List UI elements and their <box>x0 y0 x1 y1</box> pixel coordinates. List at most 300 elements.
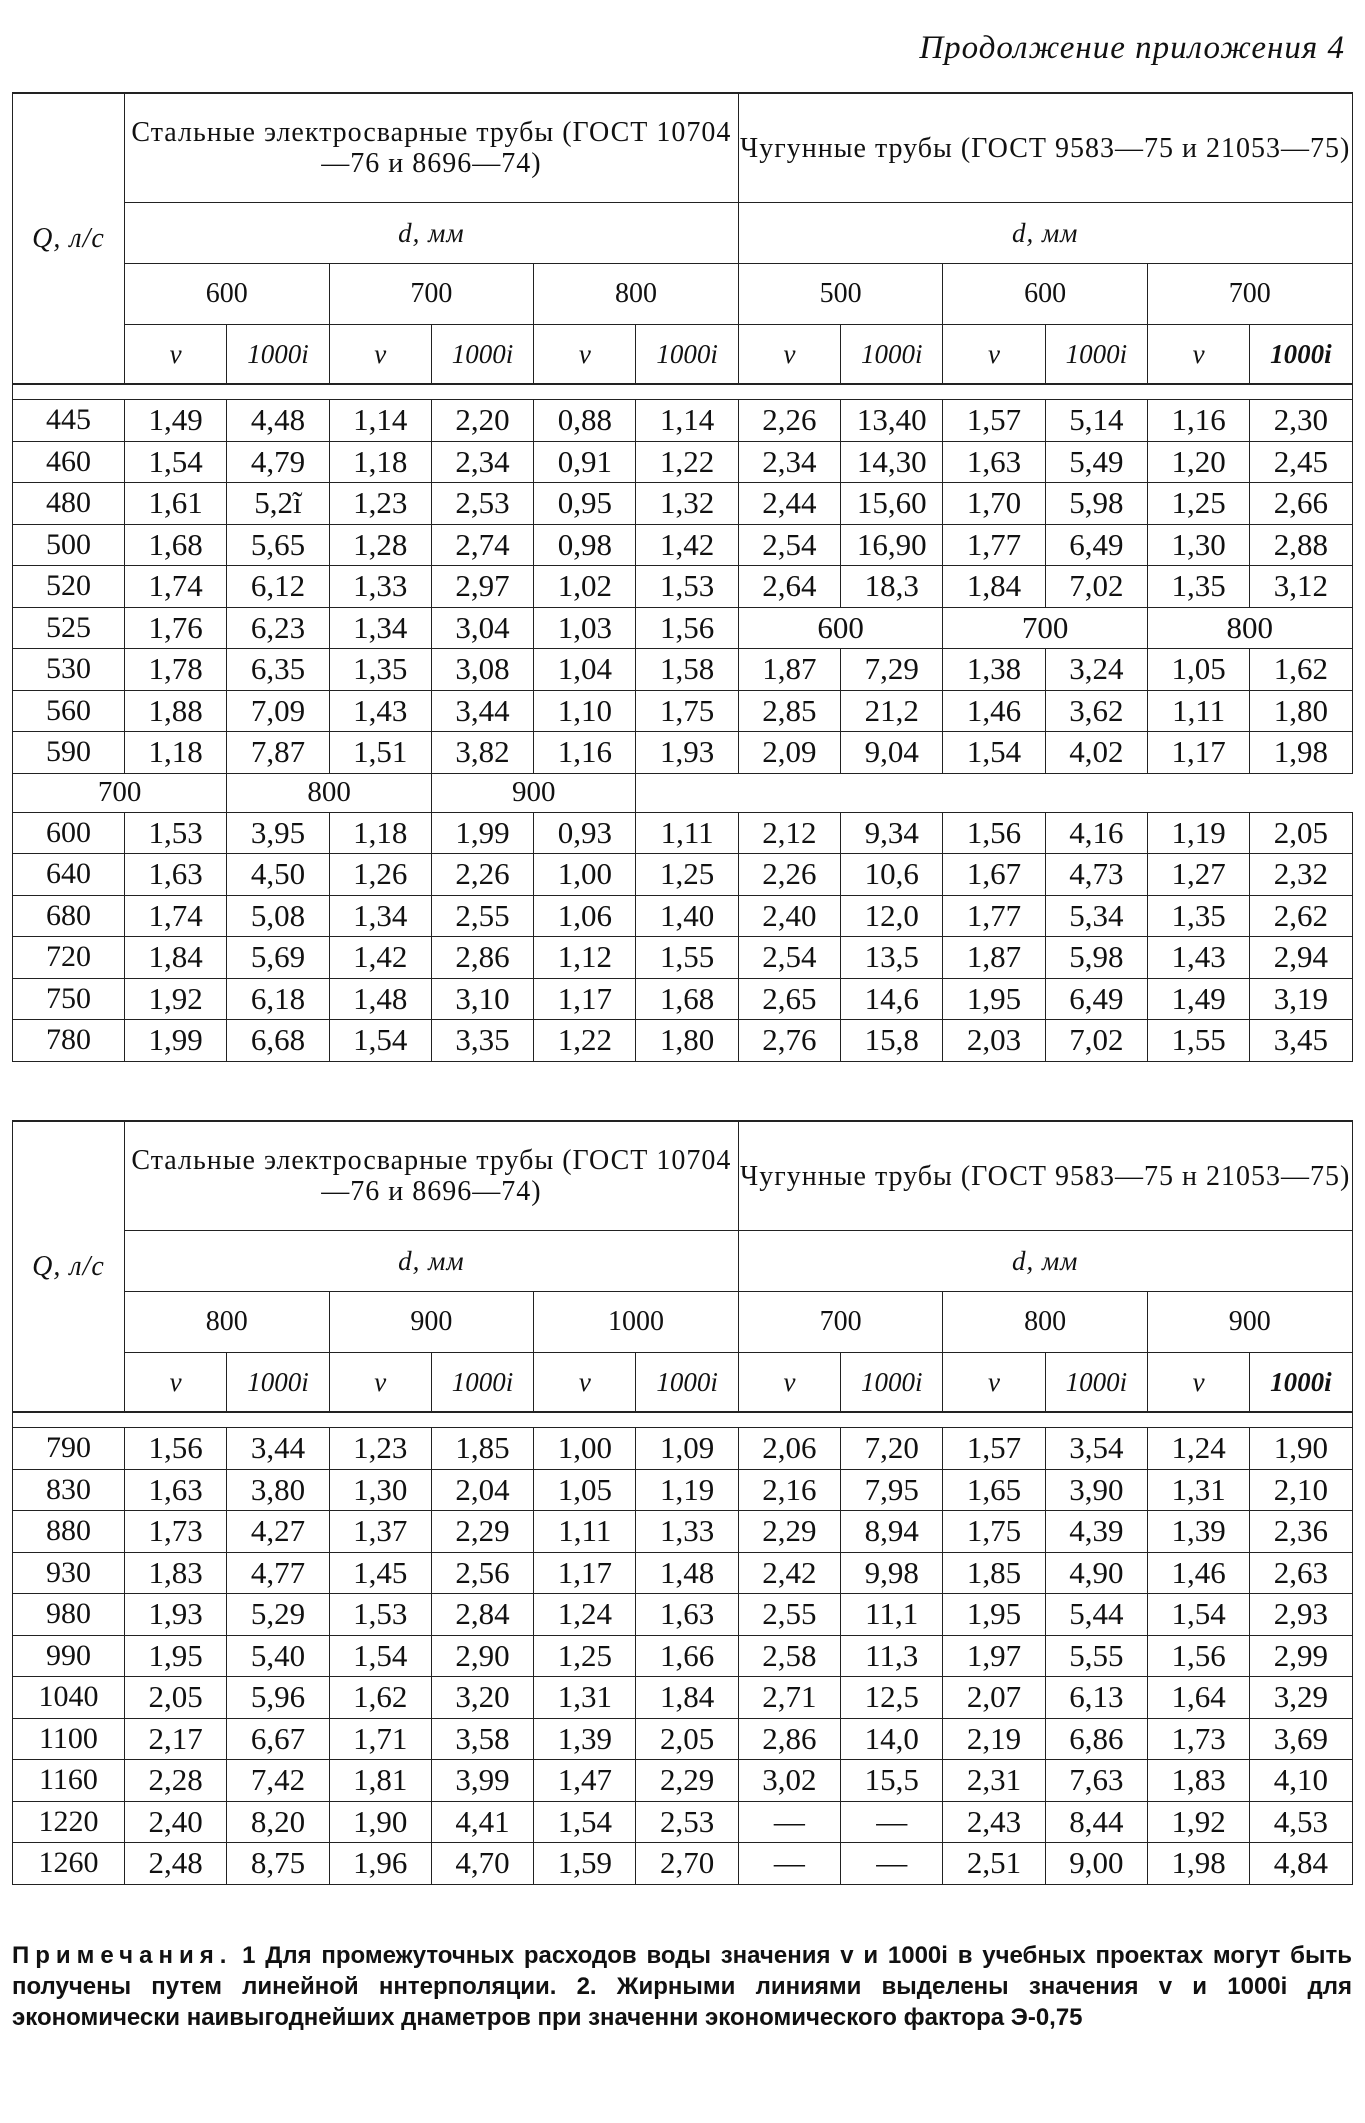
col-v-header: v <box>534 1353 636 1413</box>
table-cell: 1,54 <box>329 1635 431 1677</box>
table-cell: 1,37 <box>329 1511 431 1553</box>
sub-diameter: 700 <box>943 607 1148 649</box>
table-cell: 0,93 <box>534 812 636 854</box>
table-row <box>13 978 1353 1020</box>
flow-value: 780 <box>13 1020 125 1062</box>
col-1000i-header: 1000i <box>841 325 943 385</box>
table-cell: 1,35 <box>1147 895 1249 937</box>
table-cell: 2,05 <box>636 1718 738 1760</box>
table-cell: — <box>841 1843 943 1885</box>
table-cell: 2,26 <box>738 854 840 896</box>
col-v-header: v <box>125 325 227 385</box>
table-cell: 4,53 <box>1250 1801 1352 1843</box>
table-cell: 4,39 <box>1045 1511 1147 1553</box>
table-cell: 1,95 <box>943 1594 1045 1636</box>
table-cell: 1,42 <box>636 524 738 566</box>
table-cell: 1,09 <box>636 1428 738 1470</box>
table-cell: 1,48 <box>636 1552 738 1594</box>
col-1000i-header: 1000i <box>1250 1353 1352 1413</box>
table-cell: 2,43 <box>943 1801 1045 1843</box>
table-cell: 2,16 <box>738 1469 840 1511</box>
table-cell: 1,99 <box>431 812 533 854</box>
table-cell: 2,93 <box>1250 1594 1352 1636</box>
table-cell: 3,12 <box>1250 566 1352 608</box>
col-v-header: v <box>125 1353 227 1413</box>
table-cell: 7,09 <box>227 690 329 732</box>
data-table <box>12 1120 1353 1885</box>
table-cell: 1,57 <box>943 1428 1045 1470</box>
flow-value: 445 <box>13 400 125 442</box>
table-cell: 2,29 <box>738 1511 840 1553</box>
table-cell: 1,27 <box>1147 854 1249 896</box>
table-cell: 2,09 <box>738 732 840 774</box>
table-cell: 2,30 <box>1250 400 1352 442</box>
table-cell: 2,86 <box>738 1718 840 1760</box>
flow-value: 1040 <box>13 1677 125 1719</box>
q-header: Q, л/с <box>13 1121 125 1412</box>
table-cell: 2,26 <box>738 400 840 442</box>
col-1000i-header: 1000i <box>1045 325 1147 385</box>
flow-value: 640 <box>13 854 125 896</box>
table-row <box>13 1635 1353 1677</box>
table-cell: 11,3 <box>841 1635 943 1677</box>
table-cell: 14,30 <box>841 441 943 483</box>
table-cell: 1,12 <box>534 937 636 979</box>
table-cell: 1,20 <box>1147 441 1249 483</box>
col-1000i-header: 1000i <box>1045 1353 1147 1413</box>
table-cell: 2,29 <box>636 1760 738 1802</box>
table-cell: 7,42 <box>227 1760 329 1802</box>
table-cell: 2,17 <box>125 1718 227 1760</box>
table-cell: 1,40 <box>636 895 738 937</box>
table-cell: 1,38 <box>943 649 1045 691</box>
table-row <box>13 1020 1353 1062</box>
table-cell: 7,63 <box>1045 1760 1147 1802</box>
table-cell: 6,12 <box>227 566 329 608</box>
table-cell: 1,49 <box>125 400 227 442</box>
table-cell: 1,87 <box>738 649 840 691</box>
table-cell: 1,78 <box>125 649 227 691</box>
table-cell: 3,58 <box>431 1718 533 1760</box>
table-row <box>13 937 1353 979</box>
table-cell: 5,2ĩ <box>227 483 329 525</box>
diameter-value: 500 <box>738 264 943 325</box>
col-v-header: v <box>534 325 636 385</box>
table-cell: 1,73 <box>1147 1718 1249 1760</box>
table-cell: 1,42 <box>329 937 431 979</box>
flow-value: 880 <box>13 1511 125 1553</box>
table-cell: 1,70 <box>943 483 1045 525</box>
table-cell: 2,85 <box>738 690 840 732</box>
table-cell: 6,49 <box>1045 978 1147 1020</box>
flow-value: 590 <box>13 732 125 774</box>
table-cell: 1,55 <box>636 937 738 979</box>
diameter-value: 800 <box>125 1292 330 1353</box>
table-cell: 1,51 <box>329 732 431 774</box>
table-cell: 2,55 <box>431 895 533 937</box>
group-title: Чугунные трубы (ГОСТ 9583—75 н 21053—75) <box>738 1121 1352 1231</box>
table-cell: 2,54 <box>738 937 840 979</box>
table-cell: 1,22 <box>534 1020 636 1062</box>
table-cell: 1,18 <box>125 732 227 774</box>
table-cell: 1,33 <box>329 566 431 608</box>
table-cell: 0,95 <box>534 483 636 525</box>
table-row <box>13 607 1353 649</box>
table-cell: 5,98 <box>1045 937 1147 979</box>
table-cell: 1,25 <box>636 854 738 896</box>
table-cell: 4,50 <box>227 854 329 896</box>
table-cell: 2,74 <box>431 524 533 566</box>
table-cell: 1,46 <box>943 690 1045 732</box>
table-cell: 4,79 <box>227 441 329 483</box>
table-cell: 12,5 <box>841 1677 943 1719</box>
sub-diameter: 600 <box>738 607 943 649</box>
diameter-value: 800 <box>534 264 739 325</box>
table-cell: 2,03 <box>943 1020 1045 1062</box>
table-cell: 1,54 <box>1147 1594 1249 1636</box>
table-cell: 3,44 <box>227 1428 329 1470</box>
table-cell: 1,59 <box>534 1843 636 1885</box>
table-cell: 3,62 <box>1045 690 1147 732</box>
table-cell: 1,97 <box>943 1635 1045 1677</box>
table-cell: 1,65 <box>943 1469 1045 1511</box>
table-cell: 1,95 <box>943 978 1045 1020</box>
table-cell: 1,05 <box>1147 649 1249 691</box>
table-cell: 3,24 <box>1045 649 1147 691</box>
table-cell: 2,48 <box>125 1843 227 1885</box>
table-cell: 2,45 <box>1250 441 1352 483</box>
table-cell: 1,39 <box>534 1718 636 1760</box>
table-cell: 5,69 <box>227 937 329 979</box>
table-cell: 1,02 <box>534 566 636 608</box>
table-row <box>13 1760 1353 1802</box>
table-cell: 1,55 <box>1147 1020 1249 1062</box>
table-cell: 2,05 <box>125 1677 227 1719</box>
table-cell: 1,33 <box>636 1511 738 1553</box>
table-row <box>13 483 1353 525</box>
table-cell: 13,5 <box>841 937 943 979</box>
table-cell: 1,62 <box>1250 649 1352 691</box>
table-cell: 1,30 <box>1147 524 1249 566</box>
table-cell: 1,23 <box>329 483 431 525</box>
table-cell: 1,34 <box>329 895 431 937</box>
table-cell: 2,40 <box>738 895 840 937</box>
table-cell: 1,04 <box>534 649 636 691</box>
table-cell: 10,6 <box>841 854 943 896</box>
table-cell: 1,53 <box>125 812 227 854</box>
sub-diameter: 700 <box>13 773 227 812</box>
table-cell: 1,71 <box>329 1718 431 1760</box>
table-cell: 1,80 <box>636 1020 738 1062</box>
col-1000i-header: 1000i <box>636 325 738 385</box>
table-cell: 1,90 <box>329 1801 431 1843</box>
notes-text: 1 Для промежуточных расходов воды значения v и 1000i в учебных проектах могут быть получены путем линейной ннтерполяции. 2. Жирными линиями выделены значения v и 1000i для экономически наивыгоднейших днаметров при значенни экономического фактора Э-0,75 <box>12 1942 1352 2031</box>
table-cell: 1,19 <box>1147 812 1249 854</box>
pipe-table-2 <box>12 1120 1352 1885</box>
table-cell: 1,67 <box>943 854 1045 896</box>
table-cell: 1,49 <box>1147 978 1249 1020</box>
table-cell: 0,88 <box>534 400 636 442</box>
table-cell: 8,75 <box>227 1843 329 1885</box>
col-v-header: v <box>1147 1353 1249 1413</box>
table-cell: 18,3 <box>841 566 943 608</box>
col-1000i-header: 1000i <box>227 325 329 385</box>
table-cell: 2,06 <box>738 1428 840 1470</box>
table-cell: 1,39 <box>1147 1511 1249 1553</box>
table-row <box>13 1801 1353 1843</box>
table-cell: 1,31 <box>534 1677 636 1719</box>
col-1000i-header: 1000i <box>431 1353 533 1413</box>
table-cell: 2,44 <box>738 483 840 525</box>
table-cell: 2,58 <box>738 1635 840 1677</box>
table-cell: 2,94 <box>1250 937 1352 979</box>
table-cell: 1,17 <box>534 978 636 1020</box>
table-cell: 2,05 <box>1250 812 1352 854</box>
table-row <box>13 1718 1353 1760</box>
table-row <box>13 812 1353 854</box>
table-row <box>13 441 1353 483</box>
table-cell: 1,85 <box>431 1428 533 1470</box>
table-cell: 1,63 <box>125 1469 227 1511</box>
col-1000i-header: 1000i <box>636 1353 738 1413</box>
table-cell: 5,44 <box>1045 1594 1147 1636</box>
table-cell: 5,65 <box>227 524 329 566</box>
table-cell: 3,82 <box>431 732 533 774</box>
table-cell: 7,29 <box>841 649 943 691</box>
flow-value: 480 <box>13 483 125 525</box>
table-cell: — <box>738 1843 840 1885</box>
table-cell: 9,34 <box>841 812 943 854</box>
table-cell: 2,63 <box>1250 1552 1352 1594</box>
table-cell: 6,67 <box>227 1718 329 1760</box>
diameter-value: 700 <box>738 1292 943 1353</box>
table-cell: 1,06 <box>534 895 636 937</box>
col-1000i-header: 1000i <box>1250 325 1352 385</box>
table-cell: 1,93 <box>125 1594 227 1636</box>
table-cell: 1,62 <box>329 1677 431 1719</box>
col-1000i-header: 1000i <box>841 1353 943 1413</box>
table-cell: 1,63 <box>943 441 1045 483</box>
table-cell: 2,12 <box>738 812 840 854</box>
table-cell: 1,18 <box>329 441 431 483</box>
col-v-header: v <box>943 325 1045 385</box>
table-cell: 1,58 <box>636 649 738 691</box>
table-cell: 3,02 <box>738 1760 840 1802</box>
table-cell: 3,69 <box>1250 1718 1352 1760</box>
table-cell: 2,04 <box>431 1469 533 1511</box>
table-cell: 1,63 <box>636 1594 738 1636</box>
table-cell: 13,40 <box>841 400 943 442</box>
table-cell: 1,83 <box>125 1552 227 1594</box>
table-cell: 1,14 <box>329 400 431 442</box>
table-cell: 6,68 <box>227 1020 329 1062</box>
table-cell: 5,08 <box>227 895 329 937</box>
table-cell: 2,65 <box>738 978 840 1020</box>
table-cell: 1,35 <box>1147 566 1249 608</box>
table-cell: 7,02 <box>1045 1020 1147 1062</box>
col-v-header: v <box>329 1353 431 1413</box>
table-cell: 2,19 <box>943 1718 1045 1760</box>
table-cell: 2,32 <box>1250 854 1352 896</box>
table-cell: 1,28 <box>329 524 431 566</box>
table-cell: 3,45 <box>1250 1020 1352 1062</box>
diameter-value: 900 <box>329 1292 534 1353</box>
table-cell: 2,70 <box>636 1843 738 1885</box>
table-cell: 21,2 <box>841 690 943 732</box>
table-cell: 2,64 <box>738 566 840 608</box>
table-cell: 1,53 <box>636 566 738 608</box>
table-cell: 3,54 <box>1045 1428 1147 1470</box>
table-cell: 2,90 <box>431 1635 533 1677</box>
table-cell: 1,45 <box>329 1552 431 1594</box>
table-cell: 2,40 <box>125 1801 227 1843</box>
table-row <box>13 1677 1353 1719</box>
table-row <box>13 524 1353 566</box>
table-cell: 1,90 <box>1250 1428 1352 1470</box>
table-cell: 4,41 <box>431 1801 533 1843</box>
table-cell: 2,84 <box>431 1594 533 1636</box>
pipe-table-1 <box>12 92 1352 1062</box>
table-cell: 2,07 <box>943 1677 1045 1719</box>
table-row <box>13 1511 1353 1553</box>
table-cell: 1,03 <box>534 607 636 649</box>
flow-value: 525 <box>13 607 125 649</box>
table-cell: 2,29 <box>431 1511 533 1553</box>
table-cell: 4,73 <box>1045 854 1147 896</box>
table-cell: 3,99 <box>431 1760 533 1802</box>
table-cell: 1,11 <box>636 812 738 854</box>
table-cell: 1,68 <box>636 978 738 1020</box>
table-cell: 2,71 <box>738 1677 840 1719</box>
table-cell: 1,63 <box>125 854 227 896</box>
table-cell: 2,26 <box>431 854 533 896</box>
table-cell: 1,05 <box>534 1469 636 1511</box>
table-cell: 1,87 <box>943 937 1045 979</box>
table-cell: 1,81 <box>329 1760 431 1802</box>
table-cell: 1,00 <box>534 854 636 896</box>
col-v-header: v <box>738 325 840 385</box>
table-cell: 3,80 <box>227 1469 329 1511</box>
table-cell: 2,76 <box>738 1020 840 1062</box>
sub-diameter: 800 <box>227 773 432 812</box>
table-cell: 0,91 <box>534 441 636 483</box>
table-cell: 4,90 <box>1045 1552 1147 1594</box>
table-cell: 1,43 <box>1147 937 1249 979</box>
table-cell: 2,88 <box>1250 524 1352 566</box>
col-v-header: v <box>738 1353 840 1413</box>
table-cell: 8,94 <box>841 1511 943 1553</box>
flow-value: 1260 <box>13 1843 125 1885</box>
flow-value: 980 <box>13 1594 125 1636</box>
table-cell: 1,75 <box>636 690 738 732</box>
table-cell: 2,53 <box>431 483 533 525</box>
table-row <box>13 400 1353 442</box>
table-cell: 1,84 <box>636 1677 738 1719</box>
table-cell: 1,35 <box>329 649 431 691</box>
table-cell: 1,43 <box>329 690 431 732</box>
table-cell: 1,74 <box>125 895 227 937</box>
table-cell: 1,57 <box>943 400 1045 442</box>
table-cell: 1,24 <box>534 1594 636 1636</box>
table-cell: 1,56 <box>943 812 1045 854</box>
table-cell: 7,87 <box>227 732 329 774</box>
table-cell: 1,56 <box>636 607 738 649</box>
table-cell: 6,23 <box>227 607 329 649</box>
table-cell: 1,32 <box>636 483 738 525</box>
diameter-label: d, мм <box>738 203 1352 264</box>
table-cell: 1,17 <box>534 1552 636 1594</box>
table-cell: 3,10 <box>431 978 533 1020</box>
diameter-value: 800 <box>943 1292 1148 1353</box>
table-row <box>13 895 1353 937</box>
table-cell: 6,13 <box>1045 1677 1147 1719</box>
sub-diameter: 800 <box>1147 607 1352 649</box>
page-header: Продолжение приложения 4 <box>919 30 1345 66</box>
table-row <box>13 1428 1353 1470</box>
table-cell: 1,95 <box>125 1635 227 1677</box>
flow-value: 600 <box>13 812 125 854</box>
table-cell: 3,20 <box>431 1677 533 1719</box>
table-cell: 3,90 <box>1045 1469 1147 1511</box>
table-cell: 1,76 <box>125 607 227 649</box>
table-cell: 1,10 <box>534 690 636 732</box>
flow-value: 520 <box>13 566 125 608</box>
table-cell: 7,20 <box>841 1428 943 1470</box>
table-cell: 1,80 <box>1250 690 1352 732</box>
table-cell: 1,84 <box>943 566 1045 608</box>
table-cell: 1,68 <box>125 524 227 566</box>
table-cell: 3,08 <box>431 649 533 691</box>
table-cell: 1,16 <box>534 732 636 774</box>
table-cell: 11,1 <box>841 1594 943 1636</box>
table-cell: 15,60 <box>841 483 943 525</box>
table-row <box>13 566 1353 608</box>
diameter-value: 1000 <box>534 1292 739 1353</box>
diameter-label: d, мм <box>738 1231 1352 1292</box>
table-cell: 2,31 <box>943 1760 1045 1802</box>
table-cell: 1,22 <box>636 441 738 483</box>
flow-value: 500 <box>13 524 125 566</box>
diameter-value: 600 <box>943 264 1148 325</box>
table-cell: 9,04 <box>841 732 943 774</box>
table-cell: 6,18 <box>227 978 329 1020</box>
table-cell: 16,90 <box>841 524 943 566</box>
group-title: Чугунные трубы (ГОСТ 9583—75 и 21053—75) <box>738 93 1352 203</box>
table-cell: 5,49 <box>1045 441 1147 483</box>
diameter-label: d, мм <box>125 1231 739 1292</box>
table-cell: 1,54 <box>943 732 1045 774</box>
table-cell: 4,10 <box>1250 1760 1352 1802</box>
table-cell: 1,47 <box>534 1760 636 1802</box>
table-cell: 3,95 <box>227 812 329 854</box>
table-cell: 8,20 <box>227 1801 329 1843</box>
table-cell: 9,98 <box>841 1552 943 1594</box>
table-cell: 1,54 <box>329 1020 431 1062</box>
table-cell: 5,98 <box>1045 483 1147 525</box>
table-cell: 2,42 <box>738 1552 840 1594</box>
flow-value: 720 <box>13 937 125 979</box>
table-cell: 4,27 <box>227 1511 329 1553</box>
table-cell: 1,75 <box>943 1511 1045 1553</box>
table-cell: 1,99 <box>125 1020 227 1062</box>
table-cell: 9,00 <box>1045 1843 1147 1885</box>
table-cell: 1,98 <box>1147 1843 1249 1885</box>
table-row <box>13 1594 1353 1636</box>
table-cell: 1,85 <box>943 1552 1045 1594</box>
table-cell: 1,17 <box>1147 732 1249 774</box>
col-v-header: v <box>943 1353 1045 1413</box>
col-1000i-header: 1000i <box>227 1353 329 1413</box>
